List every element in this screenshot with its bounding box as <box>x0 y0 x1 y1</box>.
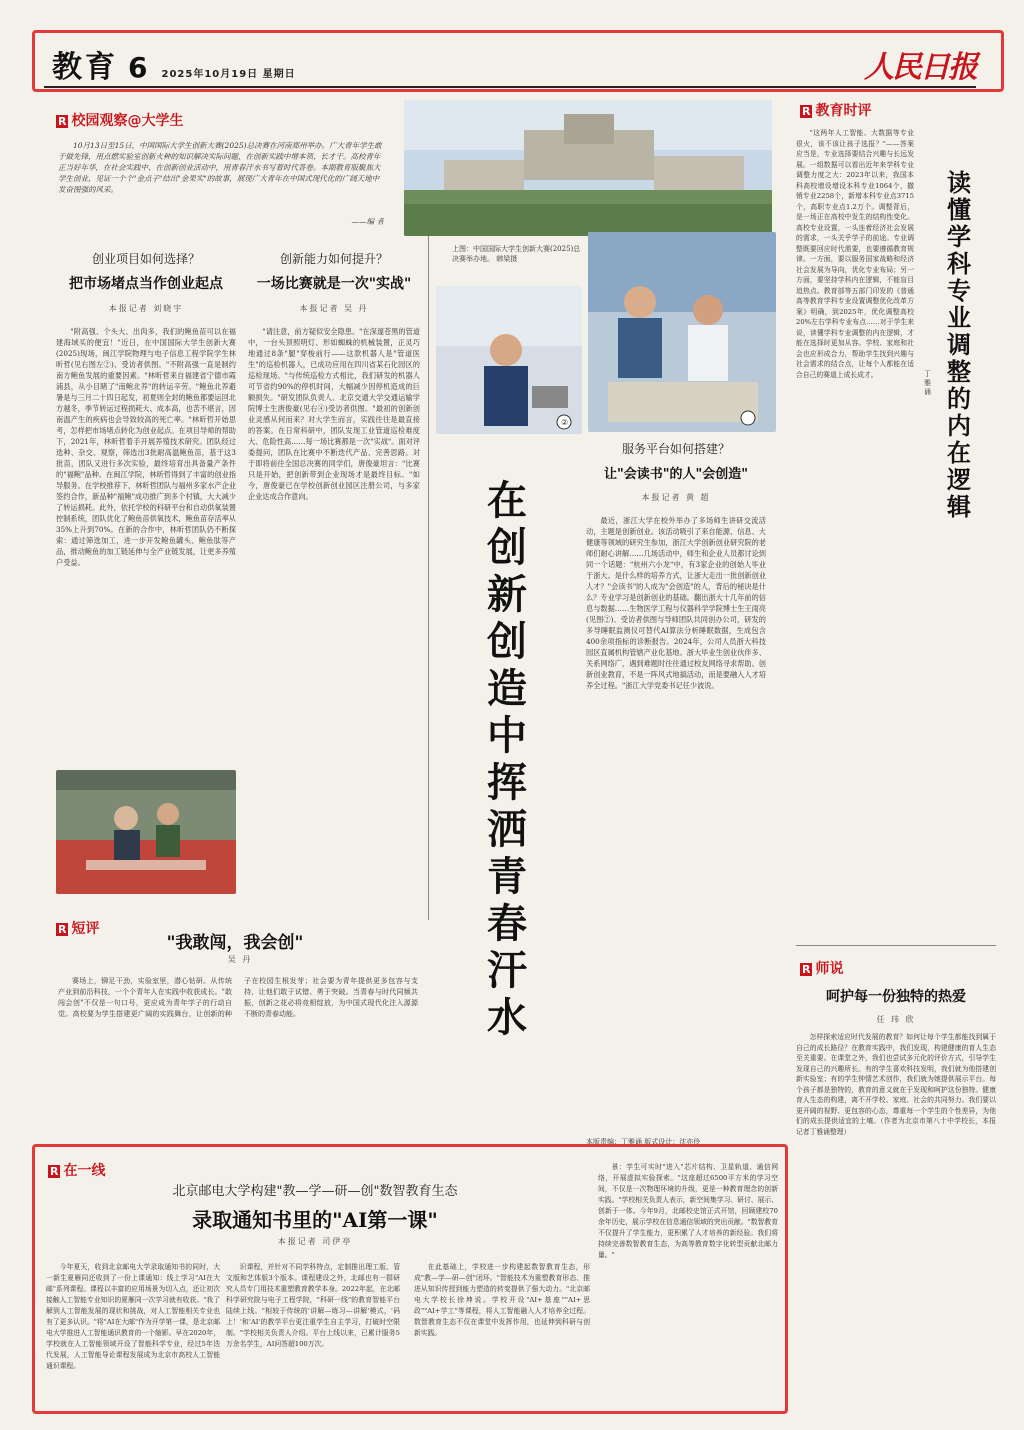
story-body: "请注意，前方疑似安全隐患。"在深邃苍黑的管道中，一台头顶照明灯、形如蜘蛛的机械装置，正灵巧地通过8条"腿"穿梭前行——这款机器人是"管道医生"的巡检机器人，已成功应用在四川省某石化园区的巡检现场。"与传统巡检方式相比，我们研发的机器人可节省约90%的停机时间，大幅减少因停机造成的巨额损失。"研发团队负责人、北京交通大学交通运输学院博士生唐俊豪(见右④)受访者供图。"最初的创新创业灵感从何而来？对大学生而言，实践往往是最直接的答案。在日常科研中，团队发现工业管道巡检难度大、危险性高……每一场比赛都是一次"实战"。面对评委提问，团队在比赛中不断迭代产品、完善思路。对于即将前往全国总决赛的同学们，唐俊豪坦言："比赛只是开始，把创新带到企业现场才是最终目标。"如今，唐俊豪已在学校创新创业园区注册公司，与多家企业达成合作意向。 <box>248 327 420 501</box>
teacher-column-author: 任 玮 欣 <box>876 1015 916 1024</box>
masthead-rule <box>44 86 976 88</box>
story-byline: 本报记者 黄 超 <box>641 493 711 502</box>
intro-editor: ——编 者 <box>351 217 384 226</box>
photo-caption-top: 上图：中国国际大学生创新大赛(2025)总决赛举办地。 韩梁摄 <box>452 245 581 263</box>
commentary-headline: "我敢闯，我会创" <box>166 933 304 953</box>
story-body: 最近，浙江大学在校外举办了多场师生讲研交流活动，主题是创新创业。该活动吸引了来自能源、信息、大健康等领域的研究生参加，浙江大学创新创业研究院的老师们耐心讲解……几场活动中，师生和企业人员都讨论到同一个话题："杭州六小龙"中，有3家企业的创始人毕业于浙大。是什么样的培养方式，让浙大走出一批创新创业人才？"会读书"的人成为"会创造"的人，背后的秘诀是什么？专业学习是创新创业的基础。翻出浙大十几年前的信息与数据……生物医学工程与仪器科学学院博士生王雨亮(见图②)、受访者供图与导师团队共同创办公司，研发的多导睡眠监测仪可替代AI算法分析睡眠数据，生成包含400余项指标的诊断报告。2024年，公司人员浙大科技园区直属机构管辖产业化基地。浙大毕业生创业伙伴多、关系网络广，遇到难题时往往通过校友网络寻求帮助。创新创业教育，不是一阵风式地搞活动，而是要融入人才培养全过程。"浙江大学党委书记任少波说。 <box>586 516 766 690</box>
column-tag-frontline <box>48 1160 105 1180</box>
column-tag-icon: R <box>58 923 67 936</box>
section-name: 教育 <box>52 50 118 85</box>
right-column-divider <box>796 945 996 946</box>
story-kicker: 创新能力如何提升？ <box>279 252 388 266</box>
photo-student-pipeline-robot <box>436 286 582 434</box>
column-tag-icon: R <box>58 115 67 128</box>
photo-students-lab <box>588 232 776 432</box>
photo-competition-venue <box>404 100 772 236</box>
education-commentary-title: 读懂学科专业调整的内在逻辑 <box>947 169 971 521</box>
story-kicker: 创业项目如何选择？ <box>91 252 200 266</box>
story-headline: 把市场堵点当作创业起点 <box>69 276 223 292</box>
column-tag-campus <box>56 110 183 130</box>
story-byline: 本报记者 吴 丹 <box>299 304 369 313</box>
story-headline: 让"会读书"的人"会创造" <box>603 467 749 482</box>
story-kicker: 服务平台如何搭建？ <box>621 442 730 456</box>
column-tag-icon: R <box>802 105 811 118</box>
photo-venue-image <box>404 100 772 236</box>
column-tag-label: 在一线 <box>63 1163 106 1179</box>
story-byline: 本报记者 刘晓宇 <box>108 304 184 313</box>
page-editor-credit: 本版责编：丁雅诵 版式设计：沈亦伶 <box>586 1138 701 1146</box>
intro-text: 10月13日至15日，中国国际大学生创新大赛(2025)总决赛在河南郑州举办。广大青年学生敢于做先锋，用点燃实验室创新火种的知识解决实际问题，在创新实践中增本领、长才干。高校青年正当好年华，在社会实践中、在创新创业活动中，用青春汗水书写着时代答卷。本期教育版聚焦大学生创业，见证一个个"金点子"结出"金果实"的故事，展现广大青年在中国式现代化的广阔天地中发奋图强的风采。 <box>58 141 382 194</box>
teacher-column-body: 怎样探索适应时代发展的教育？如何让每个学生都能找到属于自己的成长路径？在教育实践中，我们发现，构建健康的育人生态至关重要。在课堂之外，我们也尝试多元化的评价方式，引导学生发现自己的兴趣所长。有的学生喜欢科技发明，我们就为他搭建创新实验室；有的学生钟情艺术创作，我们就为她提供展示平台。每个孩子都是独特的，教育的意义就在于发现和呵护这份独特。健康育人生态的构建，离不开学校、家庭、社会的共同努力。我们要以更开阔的视野、更包容的心态，尊重每一个学生的个性差异，为他们的成长提供适宜的土壤。（作者为北京市第八十中学校长，本报记者丁雅诵整理） <box>796 1033 996 1136</box>
column-tag-commentary <box>56 918 99 938</box>
teacher-column-headline: 呵护每一份独特的热爱 <box>826 989 966 1005</box>
photo-lab-image <box>588 232 776 432</box>
story-service-platform <box>586 440 766 1147</box>
frontline-body-3: 在此基础上，学校进一步构建起数智教育生态，形成"教—学—研—创"闭环。"智能技术为重塑教育形态、推进从知识传授到能力塑造的转变提供了强大动力。"北京邮电大学校长徐坤说。学校开设"AI+基座""AI+思政""AI+学工"等课程，将人工智能融入人才培养全过程。数智教育生态不仅在课堂中发挥作用，也延伸到科研与创新实践。 <box>414 1263 590 1337</box>
photo-student-image <box>436 286 582 434</box>
newspaper-logo: 人民日报 <box>864 50 976 85</box>
photo-abalone-farming <box>56 770 236 894</box>
photo-abalone-image <box>56 770 236 894</box>
column-tag-icon: R <box>50 1165 59 1178</box>
frontline-kicker: 北京邮电大学构建"教—学—研—创"数智教育生态 <box>172 1184 458 1199</box>
story-headline: 一场比赛就是一次"实战" <box>256 276 412 292</box>
column-tag-label: 教育时评 <box>815 103 872 119</box>
column-tag-label: 校园观察@大学生 <box>71 113 184 129</box>
column-tag-commentary-education <box>800 100 871 120</box>
intro-block <box>58 140 384 230</box>
column-tag-teacher <box>800 958 843 978</box>
frontline-headline: 录取通知书里的"AI第一课" <box>192 1208 438 1232</box>
story-competition <box>248 250 420 866</box>
commentary-body: 赛场上，铆足干劲，实验室里，潜心钻研。从传统产业到前沿科技，一个个青年人在实践中收获成长。"敢闯会创"不仅是一句口号，更应成为青年学子的行动自觉。高校要为学生搭建更广阔的实践舞台，让创新的种子在校园生根发芽；社会要为青年提供更多包容与支持，让他们敢于试错、勇于突破。当青春与时代同频共振，创新之花必将竞相绽放，为中国式现代化注入源源不断的青春动能。 <box>58 977 418 1018</box>
masthead-left <box>52 42 296 86</box>
commentary-author: 吴 丹 <box>227 955 253 964</box>
feature-vertical-headline: 在创新创造中挥洒青春汗水 <box>487 478 527 1041</box>
story-body: "附高强、个头大、出肉多，我们的鲍鱼苗可以在福建海域买的便宜！"近日，在中国国际大学生创新大赛(2025)现场，闽江学院物理与电子信息工程学院学生林昕哲(见右图左②)、受访者供图。"不附高强一直是制约南方鲍鱼发展的重要因素。"林昕哲来自福建省宁德市霞浦县，从小目睹了"南鲍北养"的转运辛劳。"鲍鱼北养避暑是与三月二十四日起发，初夏则全封的鲍鱼都要运回北方越冬，季节转运过程损耗大、成本高，也苦不堪言，因南温产生的疾病也会导致较高的死亡率。"林昕哲开始思考，怎样把市场堵点转化为创业起点。在项目导师的帮助下，2021年，林昕哲着手开展养殖技术研究。团队经过选种、杂交、观察，筛选出3批耐高温鲍鱼苗，基于这3批苗，团队又进行多次实验，最终培育出具备量产条件的"福鲍"品种。在闽江学院，林昕哲得到了丰富的创业指导服务。在学校推荐下，林昕哲团队与福州多家水产企业签约合作，新品种"福鲍"成功推广到多个村镇，大大减少了转运损耗。此外，依托学校的科研平台和自动供氧装置控制系统，团队优化了鲍鱼苗供氧技术，鲍鱼苗存活率从35%上升到70%。在新的合作中，林昕哲团队仍不断探索：通过筛选加工，进一步开发鲍鱼罐头、鲍鱼肽等产品，推动鲍鱼的加工链延伸与全产业链发展，让更多养殖户受益。 <box>56 327 236 567</box>
issue-date: 2025年10月19日 星期日 <box>161 69 296 80</box>
frontline-body-2: 识课程，并针对不同学科特点，定制推出理工版、管文版和艺体版3个版本。课程建设之外，北邮也有一群研究人员专门用技术重塑教育教学本身。2022年起，在北邮科学研究院与电子工程学院，"科研一线"的教育智能平台陆续上线。"相较于传统的'讲解—练习—讲解'模式，'码上！'和'AI'的教学平台更注重学生自主学习，打破时空限制。"学校相关负责人介绍。平台上线以来，已累计服务5万余名学生，AI问答超100万次。 <box>226 1263 400 1348</box>
page-number: 6 <box>128 51 148 84</box>
column-tag-icon: R <box>802 963 811 976</box>
education-commentary-body: "这两年人工智能、大数据等专业很火，该不该让孩子选报？"——答案应当是，专业选择要结合兴趣与长远发展。一组数据可以看出近年来学科专业调整力度之大：2023年以来，我国本科高校增设增设本科专业1064个，撤销专业2258个，新增本科专业点3715个，高职专业点1.2万个。调整背后，是一场正在高校中发生的结构性变化。高校专业设置，一头连着经济社会发展的需求，一头关乎学子的前途。专业调整既要回应时代需要，也要遵循教育规律。一方面，要以服务国家战略和经济社会发展为导向，优化专业布局；另一方面，要坚持学科内在逻辑，不能盲目追热点。教育部等五部门印发的《普通高等教育学科专业设置调整优化改革方案》明确，到2025年，优化调整高校20%左右学科专业布点……对于学生来说，读懂学科专业调整的内在逻辑，才能在选择时更加从容。学校、家庭和社会也应形成合力，帮助学生找到兴趣与社会需求的结合点，让每个人都能在适合自己的赛道上成长成才。 <box>796 129 914 379</box>
column-tag-label: 师说 <box>815 961 844 977</box>
column-tag-label: 短评 <box>71 921 100 937</box>
frontline-byline: 本报记者 司伊亭 <box>277 1237 353 1246</box>
education-commentary-author: 丁雅诵 <box>924 370 931 396</box>
frontline-body-4: 景：学生可实时"进入"芯片结构、卫星轨道、通信网络，开展虚拟实验探索。"这座超过6500平方米的学习空间，不仅是一次物理环境的升级，更是一种教育理念的创新实践。"学校相关负责人表示，新空间集学习、研讨、展示、创新于一体。今年9月，北邮校史馆正式开馆，回顾建校70余年历史，展示学校在信息通信领域的突出贡献。"数智教育不仅提升了学生能力，更积累了人才培养的新经验。我们将持续完善数智教育生态，为高等教育数字化转型贡献北邮力量。" <box>598 1163 778 1259</box>
svg-text:②: ② <box>561 418 569 427</box>
frontline-body-1: 今年夏天，收到北京邮电大学录取通知书的同时，大一新生夏雁同还收到了一份上课通知：线上学习"AI在大邮"系列课程。课程以丰富的应用场景为切入点，还让初次接触人工智能专业知识的夏雁同一次学习就有收获。"我了解到人工智能发展的现状和挑战，对人工智能相关专业也有了更多认识。"将"AI在大邮"作为开学第一课，是北京邮电大学推进人工智能通识教育的一个缩影。早在2020年，学校就在人工智能领域开设了智能科学专业，经过5年迭代发展，人工智能导论课程发展成为北京市高校人工智能通识课程。 <box>46 1263 220 1370</box>
story-market <box>56 250 236 742</box>
